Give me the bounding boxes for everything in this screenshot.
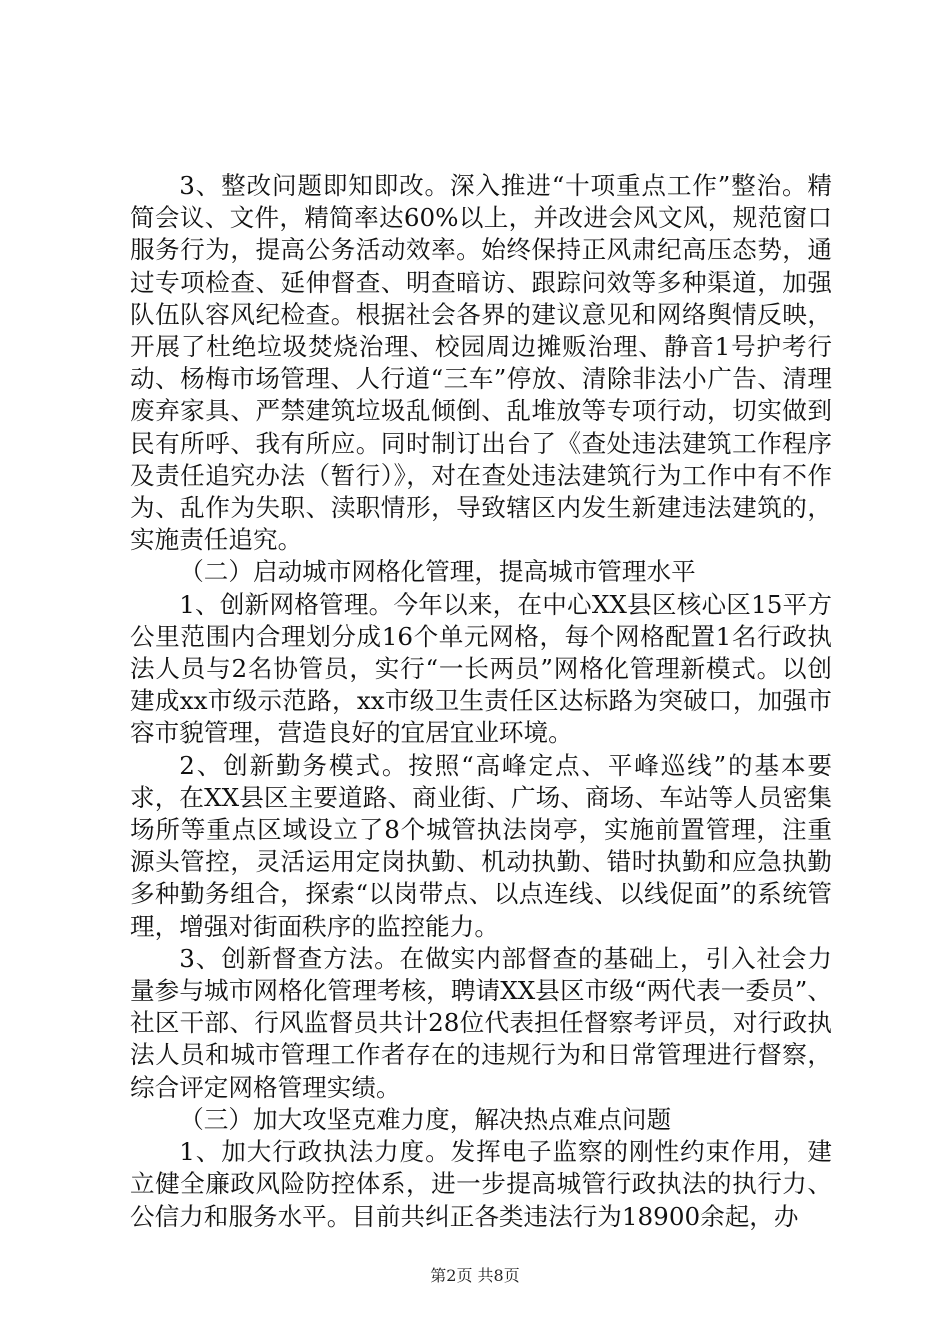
paragraph-duty-mode: 2、创新勤务模式。按照“高峰定点、平峰巡线”的基本要求，在XX县区主要道路、商业街、广场、商场、车站等人员密集场所等重点区域设立了8个城管执法岗亭，实施前置管理，注重源头管控，灵活运用定岗执勤、机动执勤、错时执勤和应急执勤多种勤务组合，探索“以岗带点、以点连线、以线促面”的系统管理，增强对街面秩序的监控能力。 — [130, 750, 832, 941]
page-footer: 第2页 共8页 — [430, 1266, 520, 1285]
paragraph-grid-innovation: 1、创新网格管理。今年以来，在中心XX县区核心区15平方公里范围内合理划分成16个单元网格，每个网格配置1名行政执法人员与2名协管员，实行“一长两员”网格化管理新模式。以创建成xx市级示范路，xx市级卫生责任区达标路为突破口，加强市容市貌管理，营造良好的宜居宜业环境。 — [130, 589, 832, 748]
paragraph-supervision-method: 3、创新督查方法。在做实内部督查的基础上，引入社会力量参与城市网格化管理考核，聘请XX县区市级“两代表一委员”、社区干部、行风监督员共计28位代表担任督察考评员，对行政执法人员和城市管理工作者存在的违规行为和日常管理进行督察，综合评定网格管理实绩。 — [130, 943, 832, 1102]
paragraph-law-enforcement: 1、加大行政执法力度。发挥电子监察的刚性约束作用，建立健全廉政风险防控体系，进一步提高城管行政执法的执行力、公信力和服务水平。目前共纠正各类违法行为18900余起，办 — [130, 1137, 832, 1231]
document-body — [130, 170, 832, 1233]
section-heading-hot-issues: （三）加大攻坚克难力度，解决热点难点问题 — [179, 1104, 672, 1134]
paragraph-rectification: 3、整改问题即知即改。深入推进“十项重点工作”整治。精简会议、文件，精简率达60%以上，并改进会风文风，规范窗口服务行为，提高公务活动效率。始终保持正风肃纪高压态势，通过专项检查、延伸督查、明查暗访、跟踪问效等多种渠道，加强队伍队容风纪检查。根据社会各界的建议意见和网络舆情反映，开展了杜绝垃圾焚烧治理、校园周边摊贩治理、静音1号护考行动、杨梅市场管理、人行道“三车”停放、清除非法小广告、清理废弃家具、严禁建筑垃圾乱倾倒、乱堆放等专项行动，切实做到民有所呼、我有所应。同时制订出台了《查处违法建筑工作程序及责任追究办法（暂行）》，对在查处违法建筑行为工作中有不作为、乱作为失职、渎职情形，导致辖区内发生新建违法建筑的，实施责任追究。 — [130, 171, 832, 555]
section-heading-grid-management: （二）启动城市网格化管理，提高城市管理水平 — [179, 557, 696, 587]
